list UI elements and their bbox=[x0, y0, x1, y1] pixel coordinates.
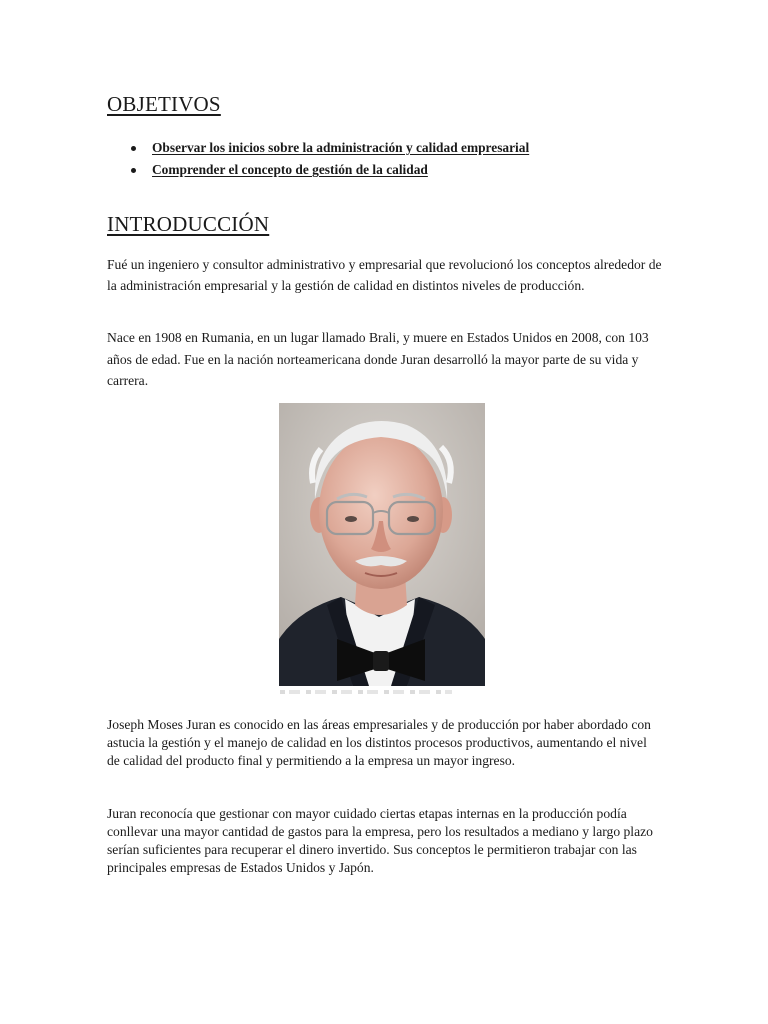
portrait-photo bbox=[279, 403, 485, 686]
objetivo-text: Comprender el concepto de gestión de la calidad bbox=[152, 162, 428, 177]
intro-paragraph-1: Fué un ingeniero y consultor administrativo y empresarial que revolucionó los conceptos alrededor de la administración empresarial y la gestión de calidad en distintos niveles de producción. bbox=[107, 257, 662, 293]
intro-paragraph-4: Juran reconocía que gestionar con mayor cuidado ciertas etapas internas en la producción podía conllevar una mayor cantidad de gastos para la empresa, pero los resultados a mediano y largo plazo serían suficientes para recuperar el dinero invertido. Sus conceptos le permitieron trabajar con las principales empresas de Estados Unidos y Japón. bbox=[107, 806, 653, 875]
intro-paragraph-3: Joseph Moses Juran es conocido en las áreas empresariales y de producción por haber abordado con astucia la gestión y el manejo de calidad en los distintos procesos productivos, aumentando el nivel de calidad del producto final y permitiendo a la empresa un mayor ingreso. bbox=[107, 717, 651, 768]
objetivo-text: Observar los inicios sobre la administración y calidad empresarial bbox=[152, 140, 530, 155]
introduccion-heading: INTRODUCCIÓN bbox=[107, 212, 270, 236]
objetivos-list bbox=[107, 137, 529, 181]
list-item bbox=[107, 159, 529, 181]
objetivos-heading: OBJETIVOS bbox=[107, 92, 221, 116]
list-item bbox=[107, 137, 529, 159]
intro-paragraph-2: Nace en 1908 en Rumania, en un lugar llamado Brali, y muere en Estados Unidos en 2008, con 103 años de edad. Fue en la nación norteamericana donde Juran desarrolló la mayor parte de su vida y carrera. bbox=[107, 330, 649, 388]
caption-smudge bbox=[280, 690, 452, 694]
bullet-icon bbox=[131, 168, 136, 173]
bullet-icon bbox=[131, 146, 136, 151]
